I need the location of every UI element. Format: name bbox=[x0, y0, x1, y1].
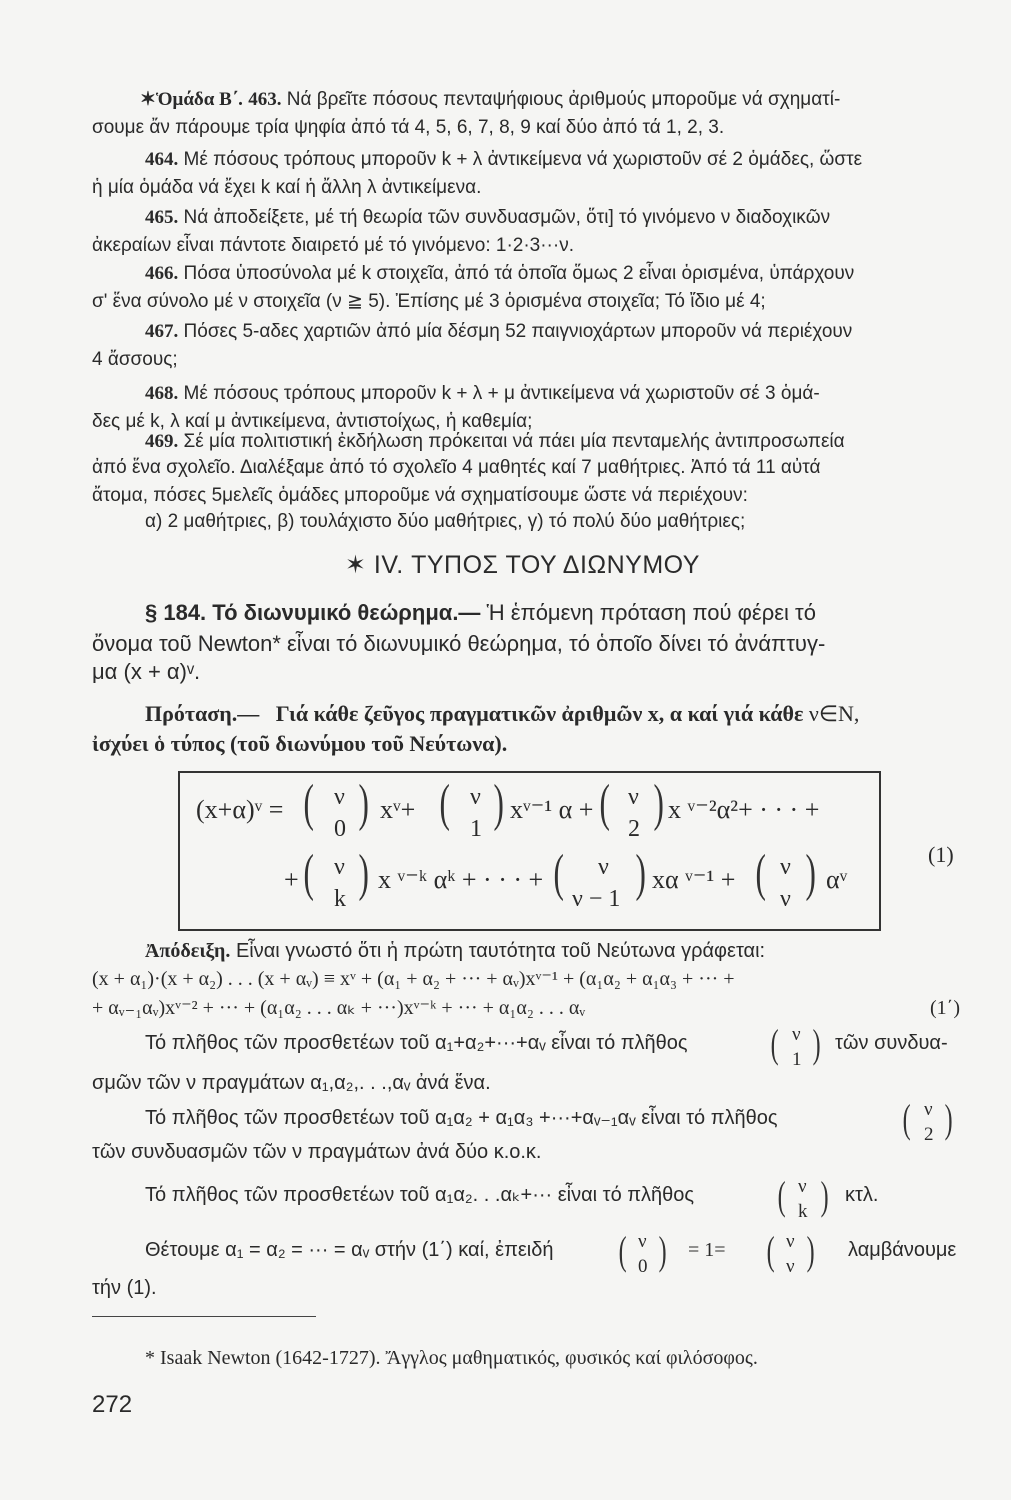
formula-term-n: αᵛ bbox=[826, 865, 848, 894]
paren-left-icon: ( bbox=[553, 845, 564, 902]
paren-right-icon: ) bbox=[820, 1173, 829, 1218]
proposition-line2 bbox=[92, 730, 507, 758]
binom-bottom: 0 bbox=[334, 816, 346, 842]
theorem-line3: μα (x + α)ᵛ. bbox=[92, 659, 201, 684]
proof-identity-line2: + αᵥ₋₁αᵥ)xᵛ⁻² + ··· + (α₁α₂ . . . αₖ + ···)xᵛ⁻ᵏ + ··· + α₁α₂ . . . αᵥ bbox=[92, 997, 586, 1019]
paren-left-icon: ( bbox=[303, 775, 314, 832]
paren-right-icon: ) bbox=[658, 1228, 667, 1273]
section-title: ✶ IV. ΤΥΠΟΣ ΤΟΥ ΔΙΩΝΥΜΟΥ bbox=[345, 551, 700, 579]
exercise-text: Πόσες 5-αδες χαρτιῶν ἀπό μία δέσμη 52 παιγνιοχάρτων μποροῦν νά περιέχουν bbox=[183, 321, 853, 342]
binom-bottom: ν − 1 bbox=[572, 886, 621, 912]
proof-line6: Τό πλῆθος τῶν προσθετέων τοῦ α₁α₂ + α₁α₃ +···+αᵥ₋₁αᵥ εἶναι τό πλῆθος bbox=[145, 1107, 778, 1129]
binom-bottom: ν bbox=[780, 886, 791, 912]
binom-bottom: 2 bbox=[628, 816, 640, 842]
exercise-number: 464. bbox=[145, 149, 179, 170]
section-184-label: § 184. Τό διωνυμικό θεώρημα.— bbox=[145, 600, 481, 625]
exercise-text: Νά βρεῖτε πόσους πενταψήφιους ἀριθμούς μποροῦμε νά σχηματί- bbox=[286, 89, 841, 110]
paren-right-icon: ) bbox=[812, 1021, 821, 1066]
formula-label: (1) bbox=[928, 842, 954, 867]
binom-top: ν bbox=[792, 1024, 801, 1045]
exercise-468-line1 bbox=[145, 382, 820, 406]
exercise-469-line4: α) 2 μαθήτριες, β) τουλάχιστο δύο μαθήτριες, γ) τό πολύ δύο μαθήτριες; bbox=[145, 511, 746, 532]
formula-term-1: xᵛ⁻¹ α + bbox=[510, 795, 594, 824]
formula-term-0: xᵛ+ bbox=[380, 795, 416, 824]
exercise-467-line2: 4 ἄσσους; bbox=[92, 349, 178, 370]
binom-top: ν bbox=[786, 1231, 795, 1252]
paren-left-icon: ( bbox=[618, 1228, 627, 1273]
binom-bottom: 2 bbox=[924, 1124, 934, 1145]
exercise-465-line1 bbox=[145, 206, 830, 230]
footnote: * Isaak Newton (1642-1727). Ἄγγλος μαθηματικός, φυσικός καί φιλόσοφος. bbox=[145, 1347, 758, 1369]
page-number: 272 bbox=[92, 1391, 133, 1418]
exercise-text: Πόσα ὑποσύνολα μέ k στοιχεῖα, ἀπό τά ὁποῖα ὅμως 2 εἶναι ὁρισμένα, ὑπάρχουν bbox=[183, 263, 855, 284]
paren-left-icon: ( bbox=[439, 775, 450, 832]
paren-right-icon: ) bbox=[358, 845, 369, 902]
proof-line8b: κτλ. bbox=[845, 1184, 879, 1206]
exercise-number: 467. bbox=[145, 321, 179, 342]
proof-line10: τήν (1). bbox=[92, 1277, 157, 1299]
exercise-469-line1 bbox=[145, 430, 845, 454]
proposition-text-2: ἰσχύει ὁ τύπος (τοῦ διωνύμου τοῦ Νεύτωνα). bbox=[92, 731, 508, 756]
section-184-text: Ἡ ἑπόμενη πρόταση πού φέρει τό bbox=[486, 600, 816, 625]
proof-line1 bbox=[145, 939, 765, 963]
paren-right-icon: ) bbox=[653, 775, 664, 832]
exercise-463-line1 bbox=[140, 88, 840, 112]
exercise-text: Μέ πόσους τρόπους μποροῦν k + λ ἀντικείμενα νά χωριστοῦν σέ 2 ὁμάδες, ὥστε bbox=[183, 149, 863, 170]
proof-line4b: τῶν συνδυα- bbox=[835, 1032, 948, 1054]
exercise-463-line2: σουμε ἄν πάρουμε τρία ψηφία ἀπό τά 4, 5, 6, 7, 8, 9 καί δύο ἀπό τά 1, 2, 3. bbox=[92, 117, 725, 138]
exercise-number: 466. bbox=[145, 263, 179, 284]
paren-left-icon: ( bbox=[777, 1173, 786, 1218]
proof-text: Εἶναι γνωστό ὅτι ἡ πρώτη ταυτότητα τοῦ Νεύτωνα γράφεται: bbox=[235, 940, 766, 962]
exercise-number: 463. bbox=[248, 89, 282, 110]
proof-line4: Τό πλῆθος τῶν προσθετέων τοῦ α₁+α₂+···+αᵥ εἶναι τό πλῆθος bbox=[145, 1032, 688, 1054]
proposition-label: Πρόταση.— bbox=[145, 701, 260, 726]
paren-right-icon: ) bbox=[635, 845, 646, 902]
exercise-number: 465. bbox=[145, 207, 179, 228]
binom-top: ν bbox=[798, 1176, 807, 1197]
exercise-464-line1 bbox=[145, 148, 862, 172]
exercise-468-line2: δες μέ k, λ καί μ ἀντικείμενα, ἀντιστοίχως, ἡ καθεμία; bbox=[92, 411, 533, 432]
binom-top: ν bbox=[780, 854, 791, 880]
paren-right-icon: ) bbox=[358, 775, 369, 832]
binom-bottom: k bbox=[334, 886, 346, 912]
proof-line9b: = 1= bbox=[688, 1239, 726, 1261]
formula-lhs: (x+α)ᵛ = bbox=[196, 795, 284, 824]
paren-left-icon: ( bbox=[599, 775, 610, 832]
proposition-line1 bbox=[145, 700, 859, 728]
proposition-text: Γιά κάθε ζεῦγος πραγματικῶν ἀριθμῶν x, α καί γιά κάθε bbox=[275, 701, 804, 726]
formula-term-n1: xα ᵛ⁻¹ + bbox=[652, 865, 736, 894]
exercise-469-line2: ἀπό ἕνα σχολεῖο. Διαλέξαμε ἀπό τό σχολεῖο 4 μαθητές καί 7 μαθήτριες. Ἀπό τά 11 αὐτά bbox=[92, 457, 821, 478]
proof-line9c: λαμβάνουμε bbox=[848, 1239, 957, 1261]
binom-top: ν bbox=[924, 1099, 933, 1120]
binom-top: ν bbox=[334, 784, 345, 810]
exercise-465-line2: ἀκεραίων εἶναι πάντοτε διαιρετό μέ τό γινόμενο: 1·2·3···ν. bbox=[92, 235, 574, 256]
exercise-text: Μέ πόσους τρόπους μποροῦν k + λ + μ ἀντικείμενα νά χωριστοῦν σέ 3 ὁμά- bbox=[183, 383, 820, 404]
exercise-466-line2: σ' ἕνα σύνολο μέ ν στοιχεῖα (ν ≧ 5). Ἐπίσης μέ 3 ὁρισμένα στοιχεῖα; Τό ἴδιο μέ 4; bbox=[92, 291, 766, 312]
theorem-heading bbox=[145, 599, 816, 627]
paren-right-icon: ) bbox=[805, 845, 816, 902]
exercise-number: 468. bbox=[145, 383, 179, 404]
binom-bottom: 1 bbox=[792, 1049, 802, 1070]
binom-top: ν bbox=[598, 854, 609, 880]
binom-top: ν bbox=[334, 854, 345, 880]
binom-top: ν bbox=[638, 1231, 647, 1252]
exercise-466-line1 bbox=[145, 262, 854, 286]
exercise-469-line3: ἄτομα, πόσες 5μελεῖς ὁμάδες μποροῦμε νά σχηματίσουμε ὥστε νά περιέχουν: bbox=[92, 485, 748, 506]
exercise-464-line2: ἡ μία ὁμάδα νά ἔχει k καί ἡ ἄλλη λ ἀντικείμενα. bbox=[92, 177, 482, 198]
paren-left-icon: ( bbox=[755, 845, 766, 902]
proof-line8: Τό πλῆθος τῶν προσθετέων τοῦ α₁α₂. . .αₖ+··· εἶναι τό πλῆθος bbox=[145, 1184, 695, 1206]
paren-right-icon: ) bbox=[806, 1228, 815, 1273]
group-label: ✶Ὁμάδα Β΄. bbox=[140, 89, 243, 110]
proof-identity-label: (1΄) bbox=[930, 997, 960, 1019]
proof-line9: Θέτουμε α₁ = α₂ = ··· = αᵥ στήν (1΄) καί, ἐπειδή bbox=[145, 1239, 554, 1261]
exercise-number: 469. bbox=[145, 431, 179, 452]
footnote-divider bbox=[92, 1316, 316, 1317]
paren-left-icon: ( bbox=[766, 1228, 775, 1273]
paren-left-icon: ( bbox=[902, 1096, 911, 1141]
paren-right-icon: ) bbox=[944, 1096, 953, 1141]
proof-line5: σμῶν τῶν ν πραγμάτων α₁,α₂,. . .,αᵥ ἀνά ἕνα. bbox=[92, 1072, 491, 1094]
paren-left-icon: ( bbox=[303, 845, 314, 902]
binom-bottom: 0 bbox=[638, 1256, 648, 1277]
formula-plus: + bbox=[284, 865, 299, 894]
proposition-set: ν∈N, bbox=[808, 701, 860, 726]
binom-bottom: ν bbox=[786, 1256, 795, 1277]
proof-identity-line1: (x + α₁)·(x + α₂) . . . (x + αᵥ) ≡ xᵛ + (α₁ + α₂ + ··· + αᵥ)xᵛ⁻¹ + (α₁α₂ + α₁α₃ + ··· + bbox=[92, 968, 735, 990]
exercise-text: Σέ μία πολιτιστική ἐκδήλωση πρόκειται νά πάει μία πενταμελής ἀντιπροσωπεία bbox=[183, 431, 845, 452]
paren-right-icon: ) bbox=[493, 775, 504, 832]
formula-term-2: x ᵛ⁻²α²+ · · · + bbox=[668, 795, 820, 824]
paren-left-icon: ( bbox=[770, 1021, 779, 1066]
exercise-text: Νά ἀποδείξετε, μέ τή θεωρία τῶν συνδυασμῶν, ὅτι] τό γινόμενο ν διαδοχικῶν bbox=[183, 207, 831, 228]
binom-top: ν bbox=[470, 784, 481, 810]
proof-line7: τῶν συνδυασμῶν τῶν ν πραγμάτων ἀνά δύο κ.ο.κ. bbox=[92, 1141, 542, 1163]
proof-label: Ἀπόδειξη. bbox=[145, 940, 231, 962]
exercise-467-line1 bbox=[145, 320, 852, 344]
theorem-line2: ὄνομα τοῦ Newton* εἶναι τό διωνυμικό θεώρημα, τό ὁποῖο δίνει τό ἀνάπτυγ- bbox=[92, 631, 826, 656]
binom-bottom: 1 bbox=[470, 816, 482, 842]
formula-term-k: x ᵛ⁻ᵏ αᵏ + · · · + bbox=[378, 865, 544, 894]
binom-top: ν bbox=[628, 784, 639, 810]
binom-bottom: k bbox=[798, 1201, 808, 1222]
